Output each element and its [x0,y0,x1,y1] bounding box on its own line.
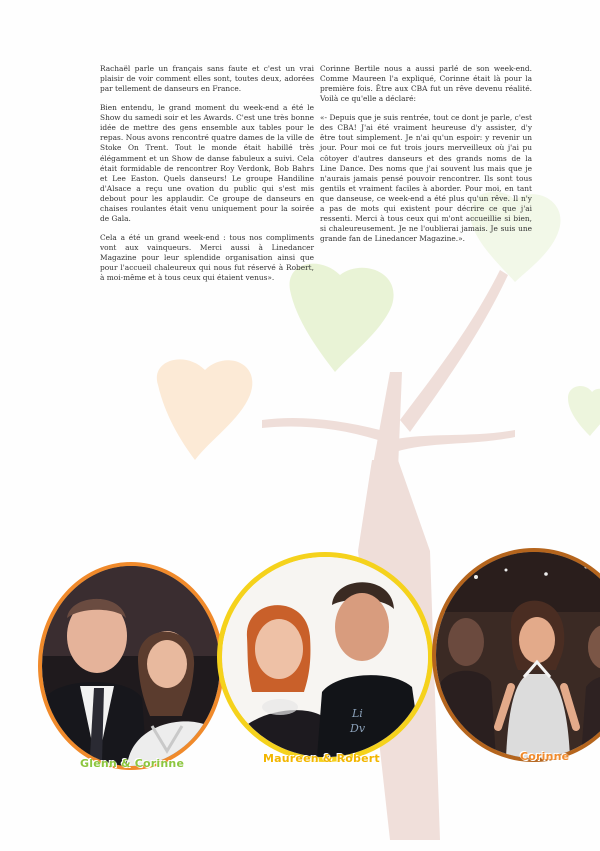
paragraph: Cela a été un grand week-end : tous nos compliments vont aux vainqueurs. Merci aussi à Linedancer Magazine pour leur splendide organisation ainsi que pour l'accueil chaleureux qui nous fut réservé à Robert, à moi-même et à tous ceux qui étaient venus». [100,232,314,283]
photo-caption: Corinne [520,750,570,763]
paragraph: Corinne Bertile nous a aussi parlé de son week-end. Comme Maureen l'a expliqué, Corinne était là pour la première fois. Être aux CBA fut un rêve devenu réalité. Voilà ce qu'elle a déclaré: [320,64,532,104]
article-left-column [100,64,314,292]
heart-small-green-decoration [568,386,600,436]
photo-caption: Maureen & Robert [263,752,380,765]
photo-caption: Glenn & Corinne [80,757,185,770]
paragraph: Bien entendu, le grand moment du week-end a été le Show du samedi soir et les Awards. C'est une très bonne idée de mettre des gens ensemble aux tables pour le repas. Nous avons rencontré quatre dames de la ville de Stoke On Trent. Tout le monde était habillé très élégamment et un Show de danse fabuleux a suivi. Cela était formidable de rencontrer Roy Verdonk, Bob Bahrs et Lee Easton. Quels danseurs! Le groupe Handiline d'Alsace a reçu une ovation du public qui s'est mis debout pour les applaudir. Ce groupe de danseurs en chaises roulantes était venu uniquement pour la soirée de Gala. [100,103,314,223]
svg-text:Dv: Dv [350,722,366,735]
paragraph: «- Depuis que je suis rentrée, tout ce dont je parle, c'est des CBA! J'ai été vraiment heureuse d'y assister, d'y être tout simplement. Je n'ai qu'un espoir: y revenir un jour. Pour moi ce fut trois jours merveilleux où j'ai pu côtoyer d'autres danseurs et des grands noms de la Line Dance. Des noms que j'ai souvent lus mais que je n'aurais jamais pensé pouvoir rencontrer. Ils sont tous gentils et vraiment faciles à aborder. Pour moi, en tant que danseuse, ce week-end a été plus qu'un rêve. Il n'y a pas de mots qui existent pour décrire ce que j'ai ressenti. Merci à tous ceux qui m'ont accueillie si bien, si chaleureusement. Je ne l'oublierai jamais. Je suis une grande fan de Linedancer Magazine.». [320,113,532,243]
svg-text:Li: Li [352,707,363,720]
paragraph: Rachaël parle un français sans faute et c'est un vrai plaisir de voir comment elles sont, toutes deux, adorées par tellement de danseurs en France. [100,64,314,94]
heart-orange-decoration [157,359,253,460]
article-right-column [320,64,532,253]
photo-glenn-corinne [38,562,224,770]
photo-maureen-robert [217,552,433,762]
